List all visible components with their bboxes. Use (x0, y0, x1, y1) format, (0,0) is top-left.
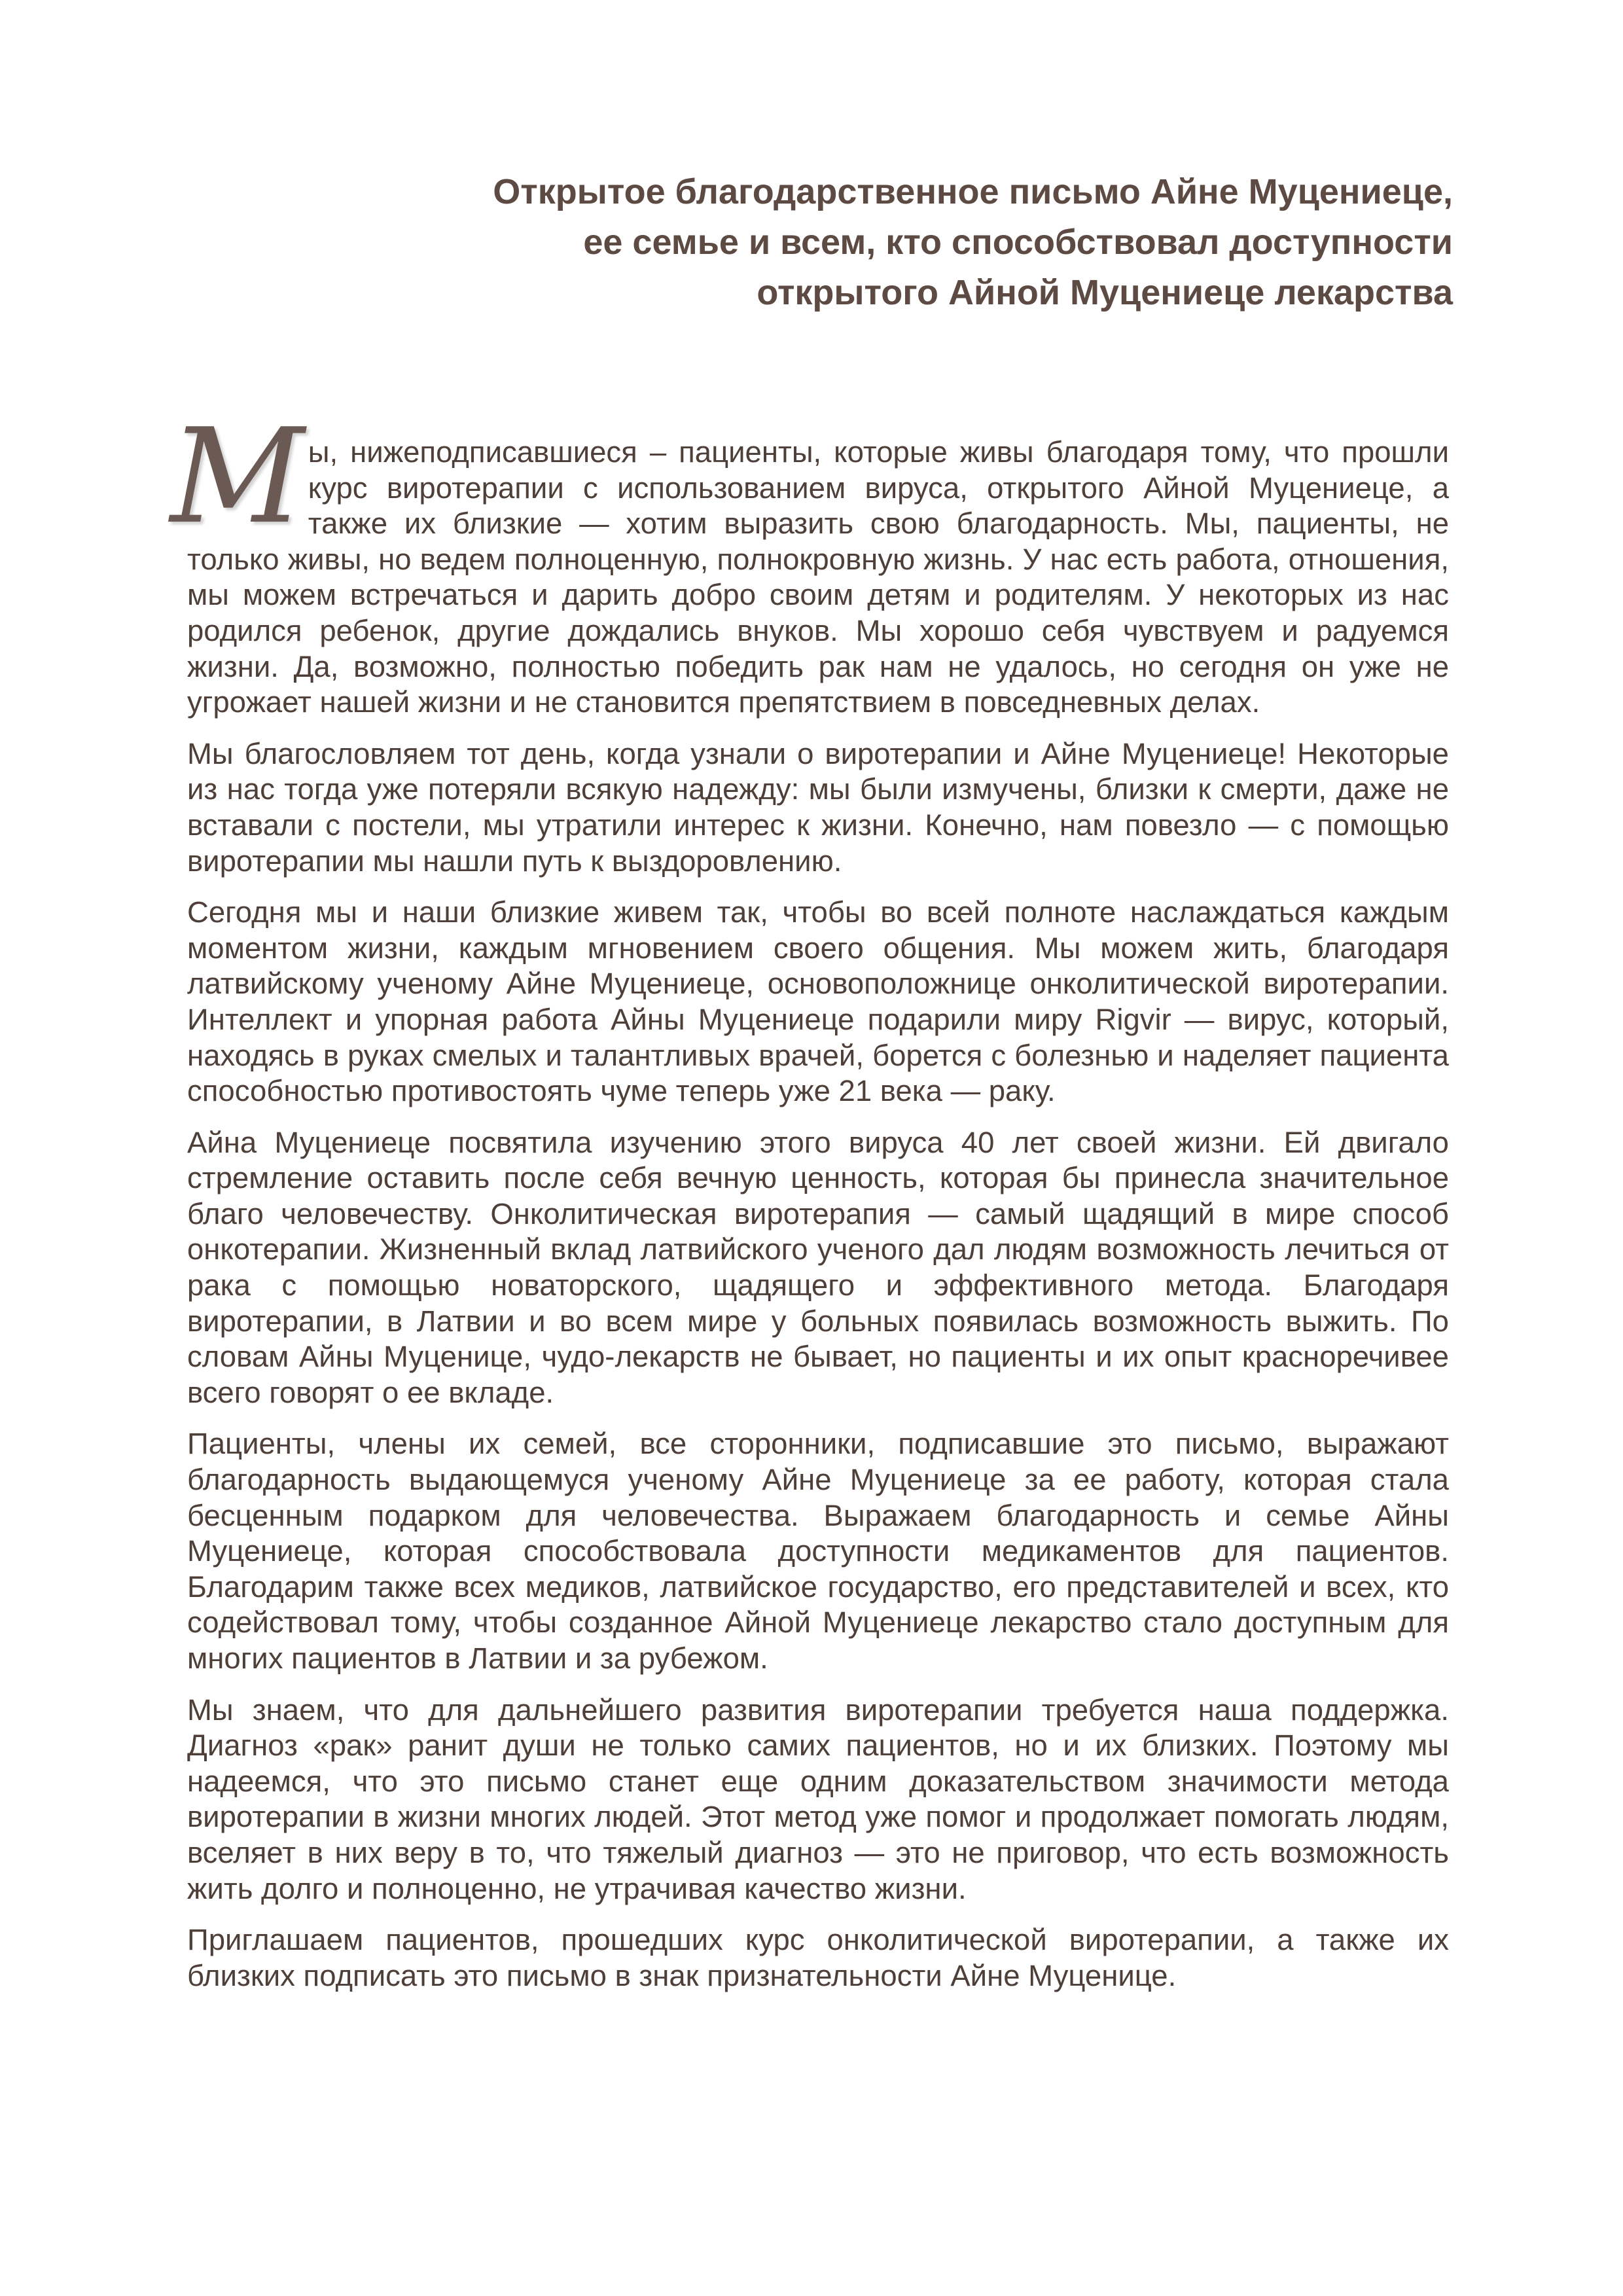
paragraph-text: ы, нижеподписавшиеся – пациенты, которые живы благодаря тому, что прошли курс виротерапии с использованием вируса, открытого Айной Муцениеце, а также их близкие — хотим выразить свою благодарность. Мы, пациенты, не только живы, но ведем полноценную, полнокровную жизнь. У нас есть работа, отношения, мы можем встречаться и дарить добро своим детям и родителям. У некоторых из нас родился ребенок, другие дождались внуков. Мы хорошо себя чувствуем и радуемся жизни. Да, возможно, полностью победить рак нам не удалось, но сегодня он уже не угрожает нашей жизни и не становится препятствием в повседневных делах. (187, 435, 1449, 719)
title-line: Открытое благодарственное письмо Айне Муцениеце, (493, 172, 1453, 211)
letter-body (170, 401, 1449, 2009)
paragraph: Мы благословляем тот день, когда узнали о виротерапии и Айне Муцениеце! Некоторые из нас тогда уже потеряли всякую надежду: мы были измучены, близки к смерти, даже не вставали с постели, мы утратили интерес к жизни. Конечно, нам повезло — с помощью виротерапии мы нашли путь к выздоровлению. (187, 736, 1449, 878)
drop-cap: М (170, 401, 304, 553)
paragraph: Пациенты, члены их семей, все сторонники, подписавшие это письмо, выражают благодарность выдающемуся ученому Айне Муцениеце за ее работу, которая стала бесценным подарком для человечества. Выражаем благодарность и семье Айны Муцениеце, которая способствовала доступности медикаментов для пациентов. Благодарим также всех медиков, латвийское государство, его представителей и всех, кто содействовал тому, чтобы созданное Айной Муцениеце лекарство стало доступным для многих пациентов в Латвии и за рубежом. (187, 1427, 1449, 1675)
paragraph: Мы знаем, что для дальнейшего развития виротерапии требуется наша поддержка. Диагноз «рак» ранит души не только самих пациентов, но и их близких. Поэтому мы надеемся, что это письмо станет еще одним доказательством значимости метода виротерапии в жизни многих людей. Этот метод уже помог и продолжает помогать людям, вселяет в них веру в то, что тяжелый диагноз — это не приговор, что есть возможность жить долго и полноценно, не утрачивая качество жизни. (187, 1693, 1449, 1905)
paragraph: Приглашаем пациентов, прошедших курс онколитической виротерапии, а также их близких подписать это письмо в знак признательности Айне Муценице. (187, 1923, 1449, 1992)
letter-title (327, 167, 1453, 318)
paragraph: Сегодня мы и наши близкие живем так, чтобы во всей полноте наслаждаться каждым моментом жизни, каждым мгновением своего общения. Мы можем жить, благодаря латвийскому ученому Айне Муцениеце, основоположнице онколитической виротерапии. Интеллект и упорная работа Айны Муцениеце подарили миру Rigvir — вирус, который, находясь в руках смелых и талантливых врачей, борется с болезнью и наделяет пациента способностью противостоять чуме теперь уже 21 века — раку. (187, 895, 1449, 1108)
paragraph: Айна Муцениеце посвятила изучению этого вируса 40 лет своей жизни. Ей двигало стремление оставить после себя вечную ценность, которая бы принесла значительное благо человечеству. Онколитическая виротерапия — самый щадящий в мире способ онкотерапии. Жизненный вклад латвийского ученого дал людям возможность лечиться от рака с помощью новаторского, щадящего и эффективного метода. Благодаря виротерапии, в Латвии и во всем мире у больных появилась возможность выжить. По словам Айны Муценице, чудо-лекарств не бывает, но пациенты и их опыт красноречивее всего говорят о ее вкладе. (187, 1125, 1449, 1409)
title-line: открытого Айной Муцениеце лекарства (757, 273, 1453, 312)
title-line: ее семье и всем, кто способствовал доступности (583, 223, 1453, 262)
paragraph (170, 401, 1449, 721)
